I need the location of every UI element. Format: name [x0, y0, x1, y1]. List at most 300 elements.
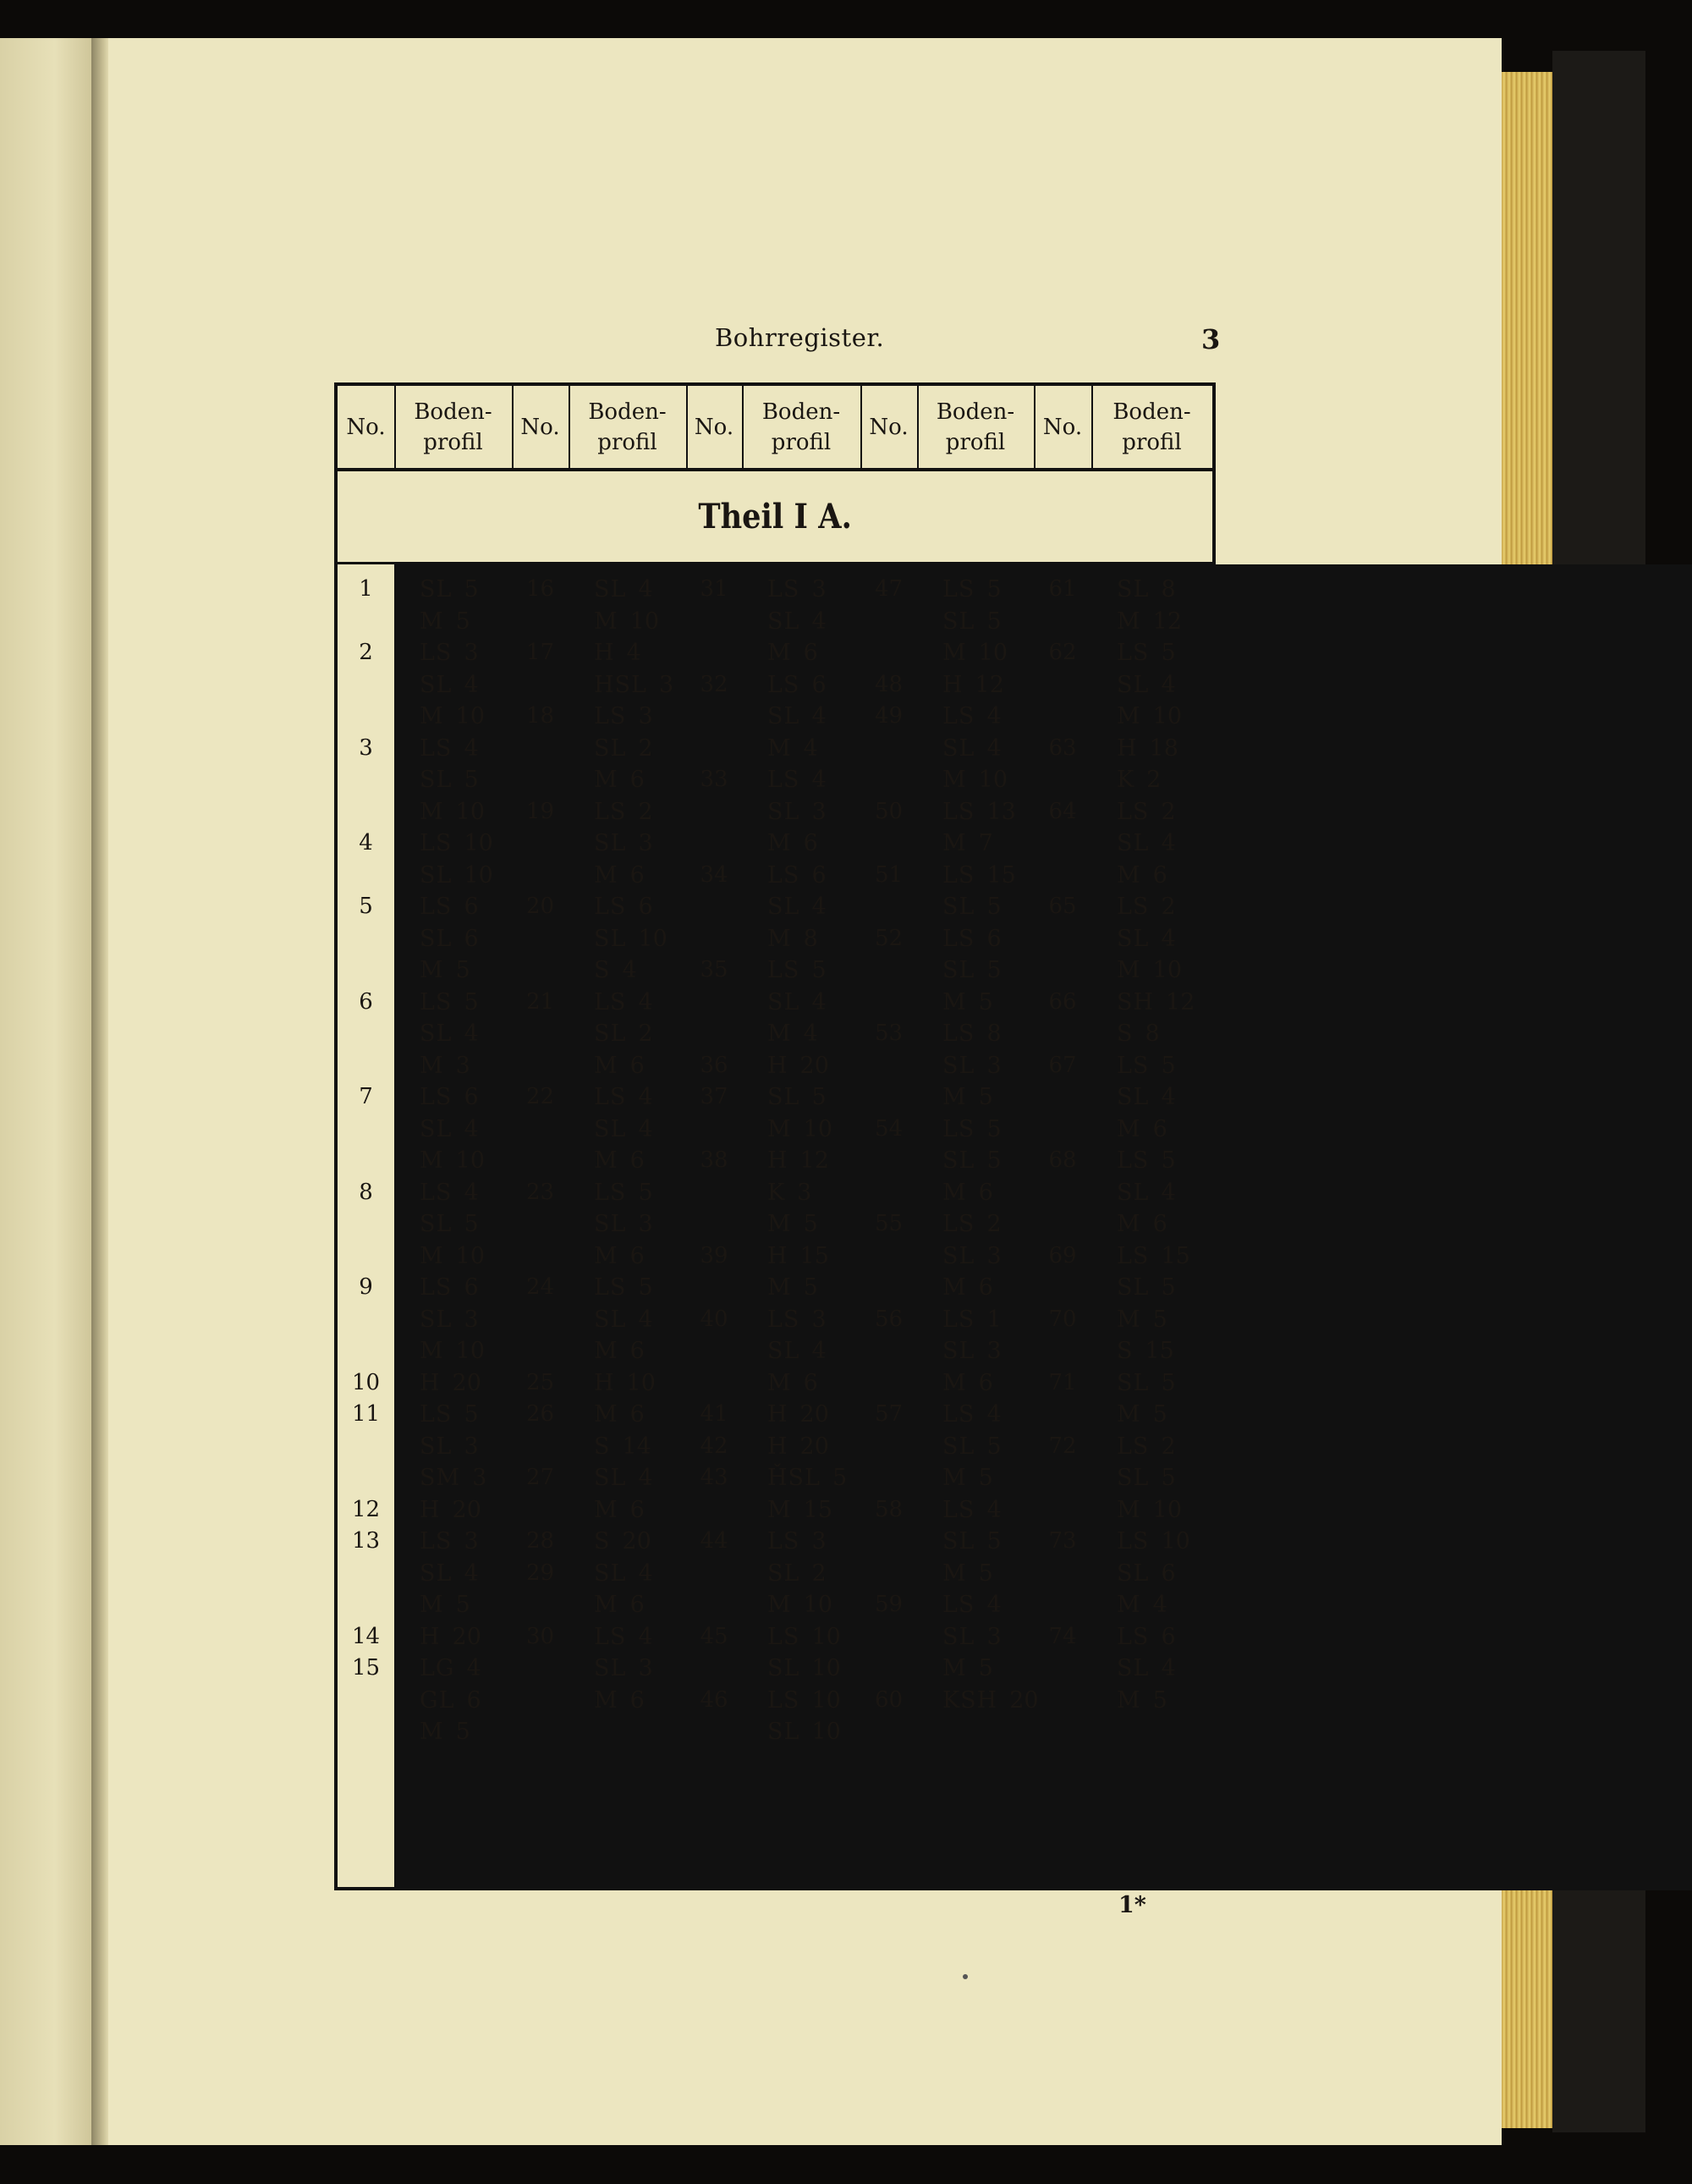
boring-number: 19	[525, 798, 555, 824]
soil-type: LG	[420, 1655, 455, 1681]
layer-thickness: 10	[1152, 703, 1183, 729]
soil-type: M	[767, 1018, 792, 1047]
layer-thickness: 6	[464, 894, 479, 920]
layer-thickness: 4	[464, 1115, 479, 1142]
layer-thickness: 6	[464, 1274, 479, 1301]
soil-layer	[767, 640, 818, 666]
soil-type: M	[767, 923, 792, 952]
soil-layer	[767, 862, 827, 888]
soil-type: LS	[767, 1528, 800, 1554]
layer-thickness: 3	[455, 1052, 470, 1079]
layer-thickness: 6	[629, 861, 645, 888]
layer-thickness: 10	[811, 1623, 841, 1650]
soil-type: M	[1117, 1208, 1141, 1237]
layer-thickness: 5	[464, 767, 479, 793]
soil-layer	[1117, 1211, 1167, 1237]
soil-layer	[942, 703, 1002, 729]
layer-thickness: 4	[986, 703, 1002, 729]
header-profile-line: profil	[597, 429, 657, 455]
boring-number: 48	[874, 671, 904, 697]
layer-thickness: 3	[811, 798, 827, 825]
layer-thickness: 3	[464, 1528, 479, 1554]
soil-type: LS	[942, 576, 975, 602]
soil-type: M	[942, 1462, 967, 1491]
soil-type: SL	[1117, 828, 1149, 856]
soil-layer	[767, 1211, 818, 1237]
soil-layer	[1117, 767, 1161, 793]
layer-thickness: 3	[986, 1052, 1002, 1079]
soil-layer	[420, 1687, 481, 1714]
layer-thickness: 3	[658, 671, 674, 698]
soil-layer	[767, 1465, 847, 1491]
soil-type: M	[942, 764, 967, 793]
soil-layer	[594, 989, 653, 1015]
section-row	[338, 471, 1212, 564]
soil-layer	[420, 608, 470, 635]
soil-layer	[594, 1401, 645, 1428]
layer-thickness: 15	[1161, 1242, 1190, 1269]
header-profile-line: profil	[423, 429, 483, 455]
soil-layer	[594, 1053, 645, 1079]
soil-type: M	[767, 637, 792, 666]
soil-type: LS	[942, 1401, 975, 1428]
soil-type: SL	[1117, 1369, 1150, 1396]
soil-type: SL	[942, 1431, 975, 1460]
soil-type: M	[594, 1494, 618, 1523]
soil-layer	[942, 1180, 993, 1206]
soil-layer	[420, 703, 485, 729]
soil-type: SL	[1117, 923, 1149, 952]
soil-layer	[1117, 1624, 1176, 1650]
layer-thickness: 4	[811, 767, 827, 793]
soil-type: SL	[594, 1114, 626, 1142]
soil-layer	[420, 1020, 479, 1047]
layer-thickness: 5	[986, 1147, 1002, 1174]
soil-layer	[594, 862, 645, 888]
layer-thickness: 10	[811, 1655, 841, 1681]
soil-type: LS	[767, 957, 800, 983]
soil-layer	[942, 1211, 1002, 1237]
boring-number: 14	[351, 1623, 381, 1649]
boring-number: 64	[1048, 798, 1077, 824]
soil-type: H	[420, 1369, 441, 1396]
layer-thickness: 1	[986, 1306, 1002, 1333]
soil-type: M	[767, 1272, 792, 1301]
layer-thickness: 4	[1161, 925, 1176, 952]
soil-type: S	[1117, 1018, 1134, 1047]
layer-thickness: 6	[629, 1147, 645, 1174]
soil-type: LS	[420, 894, 453, 920]
soil-layer	[942, 957, 1002, 983]
soil-type: SL	[420, 1114, 452, 1142]
soil-layer	[1117, 735, 1178, 762]
soil-layer	[1117, 1592, 1167, 1618]
soil-type: M	[594, 1335, 618, 1364]
soil-type: SL	[767, 606, 799, 635]
soil-type: M	[420, 1145, 444, 1174]
layer-thickness: 10	[1152, 957, 1183, 983]
soil-layer	[1117, 957, 1182, 983]
layer-thickness: 6	[803, 830, 818, 856]
layer-thickness: 4	[464, 1020, 479, 1047]
layer-thickness: 5	[455, 608, 470, 635]
soil-layer	[420, 1116, 479, 1142]
layer-thickness: 6	[1152, 1211, 1167, 1237]
header-no: No.	[694, 414, 734, 440]
soil-layer	[420, 576, 479, 602]
soil-type: M	[942, 1081, 967, 1110]
soil-layer	[420, 1528, 479, 1554]
boring-number: 72	[1048, 1433, 1077, 1459]
soil-layer	[767, 799, 827, 825]
layer-thickness: 3	[811, 1528, 827, 1554]
soil-layer	[594, 894, 653, 920]
layer-thickness: 20	[452, 1623, 481, 1650]
soil-layer	[1117, 576, 1176, 602]
boring-number: 71	[1048, 1369, 1077, 1395]
boring-number: 59	[874, 1592, 904, 1617]
soil-type: SL	[420, 1018, 452, 1047]
soil-type: LS	[594, 988, 627, 1015]
boring-number: 57	[874, 1401, 904, 1427]
layer-thickness: 4	[811, 608, 827, 635]
soil-type: KSH	[942, 1686, 998, 1714]
layer-thickness: 6	[638, 894, 653, 920]
soil-layer	[942, 830, 993, 856]
boring-number: 10	[351, 1369, 381, 1395]
soil-layer	[767, 1560, 827, 1587]
layer-thickness: 6	[803, 640, 818, 666]
soil-layer	[942, 1338, 1002, 1364]
boring-number: 58	[874, 1496, 904, 1522]
layer-thickness: 15	[803, 1496, 833, 1523]
soil-layer	[942, 1020, 1002, 1047]
soil-type: LS	[420, 734, 453, 762]
soil-type: M	[1117, 1494, 1141, 1523]
soil-layer	[767, 576, 827, 602]
boring-number: 44	[700, 1528, 728, 1554]
soil-type: M	[420, 1589, 444, 1618]
layer-thickness: 4	[986, 734, 1002, 762]
layer-thickness: 6	[986, 925, 1002, 952]
layer-thickness: 5	[1161, 1369, 1176, 1396]
soil-layer	[942, 1307, 1002, 1333]
layer-thickness: 5	[986, 576, 1002, 602]
layer-thickness: 4	[638, 1115, 653, 1142]
book-gutter	[91, 38, 108, 2145]
layer-thickness: 12	[1152, 608, 1183, 635]
layer-thickness: 4	[464, 734, 479, 762]
soil-type: LS	[767, 767, 800, 793]
layer-thickness: 13	[986, 798, 1016, 825]
soil-layer	[1117, 1560, 1176, 1587]
soil-type: M	[420, 954, 444, 983]
soil-type: LS	[1117, 1433, 1150, 1460]
soil-layer	[420, 1370, 481, 1396]
soil-type: SL	[594, 828, 626, 856]
soil-layer	[594, 1592, 645, 1618]
soil-layer	[1117, 926, 1176, 952]
soil-type: SL	[1117, 1653, 1149, 1681]
soil-type: M	[942, 1177, 967, 1206]
soil-layer	[594, 608, 659, 635]
boring-number: 29	[525, 1560, 555, 1586]
layer-thickness: 4	[464, 671, 479, 698]
soil-layer	[942, 1592, 1002, 1618]
boring-number: 67	[1048, 1052, 1077, 1078]
soil-layer	[942, 1465, 993, 1491]
soil-layer	[594, 1370, 656, 1396]
soil-type: M	[767, 1208, 792, 1237]
boring-number: 61	[1048, 576, 1077, 602]
soil-layer	[767, 1401, 829, 1428]
layer-thickness: 4	[1161, 671, 1176, 698]
boring-number: 4	[359, 830, 373, 855]
boring-number: 66	[1048, 988, 1077, 1015]
soil-type: GL	[420, 1685, 455, 1714]
soil-layer	[1117, 1084, 1176, 1110]
layer-thickness: 3	[472, 1465, 487, 1491]
boring-number: 36	[700, 1052, 728, 1078]
soil-layer	[420, 1433, 479, 1460]
soil-layer	[942, 1655, 993, 1681]
layer-thickness: 5	[803, 1274, 818, 1301]
soil-layer	[767, 703, 827, 729]
soil-layer	[594, 735, 653, 762]
soil-type: M	[942, 1653, 967, 1681]
soil-type: M	[594, 860, 618, 888]
layer-thickness: 10	[455, 703, 486, 729]
layer-thickness: 4	[1161, 1084, 1176, 1110]
soil-type: SL	[420, 669, 452, 698]
layer-thickness: 6	[978, 1369, 993, 1396]
boring-number: 60	[874, 1686, 904, 1713]
soil-layer	[767, 608, 827, 635]
layer-thickness: 5	[986, 608, 1002, 635]
soil-type: LS	[767, 1306, 800, 1333]
page-number: 3	[1201, 323, 1221, 355]
soil-type: LS	[594, 1084, 627, 1110]
soil-layer	[1117, 830, 1176, 856]
layer-thickness: 4	[622, 957, 637, 983]
layer-thickness: 10	[803, 1115, 833, 1142]
boring-number: 6	[359, 988, 373, 1015]
layer-thickness: 5	[978, 1560, 993, 1587]
layer-thickness: 6	[811, 671, 827, 698]
soil-type: LS	[1117, 640, 1150, 666]
paper-speck	[963, 1974, 968, 1979]
soil-type: SL	[594, 733, 626, 762]
soil-type: LS	[767, 576, 800, 602]
boring-number: 38	[700, 1147, 728, 1173]
soil-type: M	[767, 1367, 792, 1396]
soil-type: M	[942, 828, 967, 856]
layer-thickness: 5	[811, 1084, 827, 1110]
soil-type: M	[1117, 1306, 1141, 1333]
layer-thickness: 5	[978, 1655, 993, 1681]
header-profile	[917, 386, 1034, 468]
layer-thickness: 6	[466, 1686, 481, 1714]
soil-layer	[767, 1084, 827, 1110]
soil-layer	[942, 894, 1002, 920]
layer-thickness: 12	[975, 671, 1004, 698]
layer-thickness: 2	[1146, 767, 1162, 793]
soil-layer	[767, 1307, 827, 1333]
header-profile-line: profil	[1122, 429, 1182, 455]
soil-type: LS	[1117, 1147, 1150, 1174]
layer-thickness: 4	[626, 640, 641, 666]
soil-layer	[942, 862, 1016, 888]
soil-layer	[767, 957, 827, 983]
soil-type: H	[420, 1496, 441, 1523]
soil-layer	[942, 1084, 993, 1110]
boring-number: 53	[874, 1020, 904, 1046]
header-profile-line: Boden-	[761, 399, 841, 425]
layer-thickness: 5	[1161, 1465, 1176, 1491]
layer-thickness: 8	[1161, 576, 1176, 602]
soil-layer	[1117, 1274, 1176, 1301]
soil-layer	[942, 1274, 993, 1301]
layer-thickness: 2	[1161, 798, 1176, 825]
soil-layer	[1117, 1147, 1176, 1174]
layer-thickness: 20	[799, 1401, 829, 1428]
layer-thickness: 4	[638, 988, 653, 1015]
boring-number: 25	[525, 1369, 555, 1395]
layer-thickness: 20	[1009, 1686, 1039, 1714]
soil-layer	[942, 1528, 1002, 1554]
soil-layer	[767, 926, 818, 952]
layer-thickness: 4	[638, 1465, 653, 1491]
soil-type: LS	[1117, 1052, 1150, 1079]
soil-layer	[767, 767, 827, 793]
soil-type: LS	[942, 861, 975, 888]
layer-thickness: 10	[455, 1242, 486, 1269]
soil-type: H	[420, 1623, 441, 1650]
boring-number: 40	[700, 1306, 728, 1332]
soil-layer	[420, 1655, 481, 1681]
soil-type: M	[767, 828, 792, 856]
layer-thickness: 6	[629, 1401, 645, 1428]
soil-type: LS	[942, 1020, 975, 1047]
soil-layer	[594, 1020, 653, 1047]
soil-type: H	[767, 1242, 788, 1269]
boring-number: 11	[351, 1401, 381, 1427]
soil-type: SL	[767, 1558, 799, 1587]
header-profile-line: Boden-	[1112, 399, 1191, 425]
layer-thickness: 5	[455, 957, 470, 983]
soil-layer	[1117, 703, 1182, 729]
layer-thickness: 6	[464, 1084, 479, 1110]
soil-type: H	[942, 671, 964, 698]
soil-type: LS	[942, 925, 975, 952]
layer-thickness: 3	[464, 640, 479, 666]
soil-type: LS	[767, 1623, 800, 1650]
boring-number: 15	[351, 1655, 381, 1681]
soil-type: LS	[594, 798, 627, 825]
layer-thickness: 2	[1161, 1433, 1176, 1460]
soil-layer	[420, 672, 479, 698]
soil-layer	[594, 1180, 653, 1206]
soil-layer	[594, 1243, 645, 1269]
layer-thickness: 6	[629, 1242, 645, 1269]
soil-layer	[594, 1624, 653, 1650]
boring-number: 2	[359, 640, 373, 665]
section-title: Theil I A.	[698, 497, 852, 536]
soil-type: SL	[942, 1621, 975, 1650]
soil-layer	[1117, 1243, 1190, 1269]
soil-layer	[594, 640, 641, 666]
boring-number: 16	[525, 576, 555, 602]
boring-number: 3	[359, 734, 373, 761]
layer-thickness: 10	[978, 640, 1008, 666]
soil-type: M	[767, 733, 792, 762]
soil-layer	[1117, 640, 1176, 666]
layer-thickness: 5	[464, 1211, 479, 1237]
layer-thickness: 8	[803, 925, 818, 952]
soil-layer	[420, 1338, 485, 1364]
soil-layer	[594, 1465, 653, 1491]
soil-type: LS	[942, 798, 975, 825]
boring-number: 74	[1048, 1623, 1077, 1649]
layer-thickness: 6	[629, 1592, 645, 1618]
soil-layer	[594, 1211, 653, 1237]
soil-layer	[594, 1116, 653, 1142]
layer-thickness: 5	[1152, 1401, 1167, 1428]
boring-number: 30	[525, 1623, 555, 1649]
layer-thickness: 3	[986, 1338, 1002, 1364]
soil-layer	[767, 1624, 841, 1650]
soil-layer	[594, 703, 653, 729]
header-profile-line: Boden-	[936, 399, 1015, 425]
soil-type: SL	[594, 576, 627, 602]
layer-thickness: 10	[455, 1147, 486, 1174]
layer-thickness: 10	[811, 1719, 841, 1745]
soil-type: M	[594, 1589, 618, 1618]
soil-layer	[420, 1307, 479, 1333]
facing-page	[0, 38, 91, 2145]
boring-number: 73	[1048, 1528, 1077, 1554]
soil-type: H	[767, 1147, 788, 1174]
soil-layer	[420, 1053, 470, 1079]
soil-type: LS	[767, 1686, 800, 1714]
layer-thickness: 18	[1149, 734, 1178, 762]
layer-thickness: 5	[455, 1719, 470, 1745]
soil-type: SL	[942, 1145, 975, 1174]
layer-thickness: 4	[464, 1560, 479, 1587]
boring-number: 52	[874, 925, 904, 951]
soil-type: LS	[942, 1211, 975, 1237]
soil-type: LS	[420, 1274, 453, 1301]
header-profile	[394, 386, 512, 468]
layer-thickness: 5	[986, 957, 1002, 983]
soil-type: SL	[420, 1208, 452, 1237]
layer-thickness: 4	[986, 1401, 1002, 1428]
boring-number: 35	[700, 957, 728, 982]
layer-thickness: 5	[464, 988, 479, 1015]
soil-layer	[420, 1180, 479, 1206]
soil-layer	[767, 1528, 827, 1554]
layer-thickness: 7	[978, 830, 993, 856]
soil-type: LS	[942, 1306, 975, 1333]
boring-number: 51	[874, 861, 904, 888]
soil-type: SL	[420, 576, 453, 602]
layer-thickness: 4	[1161, 830, 1176, 856]
soil-layer	[420, 640, 479, 666]
table-body	[338, 564, 1212, 1890]
layer-thickness: 4	[811, 894, 827, 920]
soil-type: SL	[942, 733, 975, 762]
soil-layer	[1117, 608, 1182, 635]
